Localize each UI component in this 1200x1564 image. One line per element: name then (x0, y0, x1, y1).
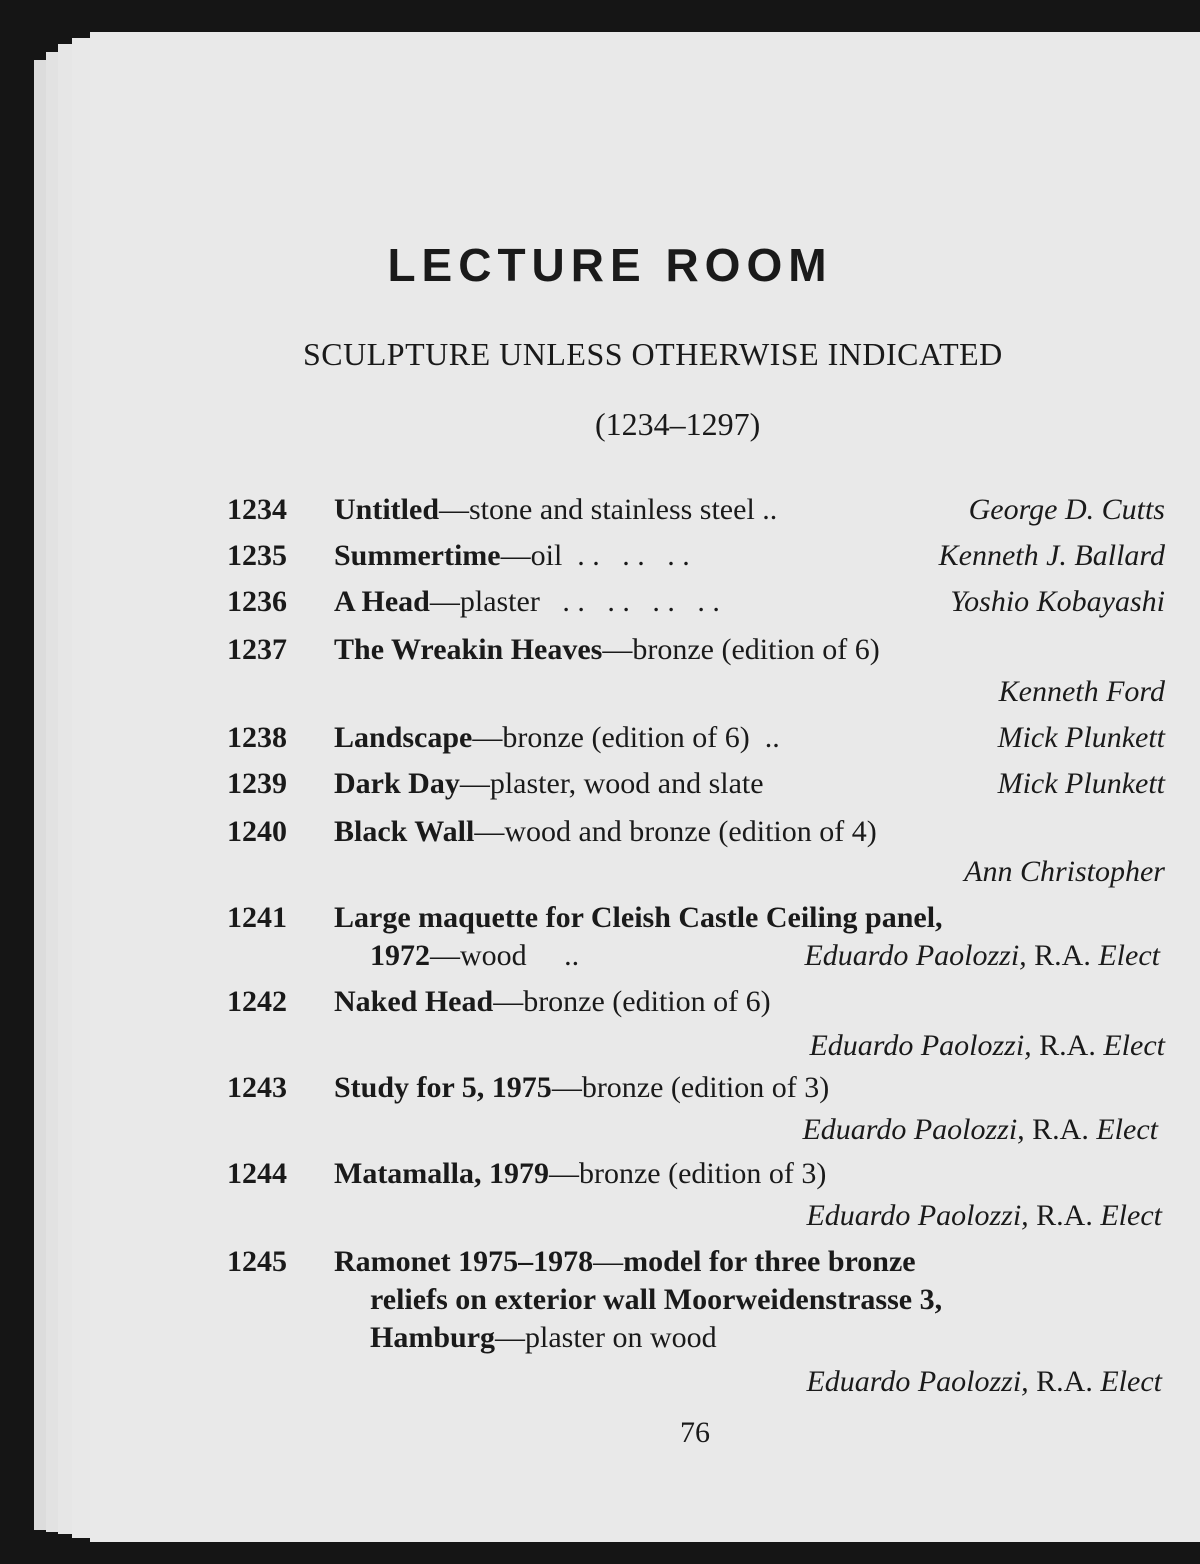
entry-medium: wood and bronze (edition of 4) (504, 815, 877, 848)
entry-title: Black Wall (334, 815, 475, 848)
entry-number: 1237 (227, 633, 287, 666)
entry-artist-block (806, 1364, 1162, 1400)
entry-artist-block (802, 1112, 1158, 1148)
entry-artist: Yoshio Kobayashi (950, 585, 1165, 618)
dash: — (429, 585, 460, 618)
catalogue-entry (227, 492, 287, 528)
entry-artist: Mick Plunkett (997, 721, 1165, 754)
entry-title: Ramonet 1975–1978 (334, 1245, 594, 1278)
entry-title: The Wreakin Heaves (334, 633, 603, 666)
leader-dots: . . . . . . (577, 539, 690, 572)
catalogue-range: (1234–1297) (595, 406, 761, 442)
entry-medium: bronze (edition of 3) (581, 1071, 830, 1104)
entry-line-continued (370, 1282, 942, 1318)
entry-title: Study for 5, 1975 (334, 1071, 552, 1104)
entry-title: Large maquette for Cleish Castle Ceiling panel, (334, 901, 943, 934)
entry-honour-status: Elect (1100, 1199, 1162, 1232)
dash: — (474, 815, 505, 848)
entry-artist: Ann Christopher (964, 855, 1165, 888)
entry-medium: bronze (edition of 6) (502, 721, 750, 754)
entry-honour-status: Elect (1103, 1029, 1165, 1062)
page-title: LECTURE ROOM (387, 239, 833, 291)
dash: — (602, 633, 633, 666)
entry-line (334, 584, 720, 620)
entry-line (334, 766, 764, 802)
entry-medium: plaster (459, 585, 540, 618)
entry-medium: bronze (edition of 6) (523, 985, 771, 1018)
entry-artist-block (804, 938, 1160, 974)
catalogue-entry (227, 720, 287, 756)
entry-title-b: model for three bronze (623, 1245, 916, 1278)
catalogue-entry (227, 984, 287, 1020)
dash: — (500, 539, 531, 572)
entry-artist: Eduardo Paolozzi, (806, 1365, 1029, 1398)
catalogue-entry (227, 538, 287, 574)
entry-number: 1243 (227, 1071, 287, 1104)
catalogue-entry (227, 814, 287, 850)
dash: — (493, 985, 524, 1018)
entry-honour: R.A. (1036, 1199, 1093, 1232)
entry-number: 1241 (227, 901, 287, 934)
entry-medium: bronze (edition of 6) (632, 633, 880, 666)
entry-artist-block (806, 1198, 1162, 1234)
entry-title: Landscape (334, 721, 473, 754)
entry-title-cont: reliefs on exterior wall Moorweidenstrasse 3, (370, 1283, 943, 1316)
entry-line (334, 900, 943, 936)
catalogue-entry (227, 1070, 287, 1106)
entry-number: 1236 (227, 585, 287, 618)
dash: — (551, 1071, 582, 1104)
entry-artist: Eduardo Paolozzi, (809, 1029, 1032, 1062)
page-subtitle: SCULPTURE UNLESS OTHERWISE INDICATED (303, 336, 1003, 372)
catalogue-entry (227, 632, 287, 668)
entry-number: 1244 (227, 1157, 287, 1190)
entry-artist: Kenneth Ford (998, 675, 1165, 708)
catalogue-entry (227, 766, 287, 802)
entry-title: Summertime (334, 539, 501, 572)
dash: — (439, 493, 469, 526)
dash: — (593, 1245, 624, 1278)
entry-honour-status: Elect (1098, 939, 1160, 972)
catalogue-entry (227, 1244, 287, 1280)
entry-medium: plaster on wood (525, 1321, 717, 1354)
entry-line (334, 1070, 829, 1106)
leader-dots: .. (764, 721, 780, 754)
entry-artist: Eduardo Paolozzi, (804, 939, 1027, 972)
entry-artist: Mick Plunkett (997, 767, 1165, 800)
entry-title: Naked Head (334, 985, 494, 1018)
entry-title: A Head (334, 585, 430, 618)
entry-number: 1239 (227, 767, 287, 800)
entry-honour: R.A. (1036, 1365, 1093, 1398)
catalogue-entry (227, 1156, 287, 1192)
dash: — (459, 767, 490, 800)
entry-line (334, 492, 777, 528)
entry-line (334, 632, 880, 668)
entry-line (334, 538, 690, 574)
entry-honour-status: Elect (1096, 1113, 1158, 1146)
entry-number: 1235 (227, 539, 287, 572)
catalogue-entry (227, 900, 287, 936)
leader-dots: .. (564, 939, 580, 972)
dash: — (472, 721, 503, 754)
entry-number: 1245 (227, 1245, 287, 1278)
catalogue-page (90, 32, 1200, 1542)
entry-line (334, 720, 780, 756)
entry-title: Dark Day (334, 767, 460, 800)
entry-number: 1242 (227, 985, 287, 1018)
dash: — (548, 1157, 579, 1190)
entry-medium: bronze (edition of 3) (578, 1157, 827, 1190)
entry-artist: Eduardo Paolozzi, (806, 1199, 1029, 1232)
entry-line (334, 984, 771, 1020)
entry-number: 1234 (227, 493, 287, 526)
entry-honour: R.A. (1039, 1029, 1096, 1062)
page-number: 76 (680, 1416, 710, 1449)
entry-title-cont: 1972 (370, 939, 430, 972)
leader-dots: . . . . . . . . (562, 585, 720, 618)
entry-title: Matamalla, 1979 (334, 1157, 549, 1190)
dash: — (430, 939, 460, 972)
entry-number: 1240 (227, 815, 287, 848)
entry-line-continued (370, 1320, 717, 1356)
entry-honour: R.A. (1034, 939, 1091, 972)
entry-medium: stone and stainless steel (469, 493, 755, 526)
dash: — (495, 1321, 526, 1354)
entry-line (334, 1156, 826, 1192)
entry-artist: Kenneth J. Ballard (938, 539, 1165, 572)
catalogue-entry (227, 584, 287, 620)
entry-honour-status: Elect (1100, 1365, 1162, 1398)
entry-line (334, 1244, 916, 1280)
entry-artist-block (809, 1028, 1165, 1064)
entry-line (334, 814, 877, 850)
entry-medium: wood (460, 939, 527, 972)
entry-line-continued (370, 938, 579, 974)
entry-artist: Eduardo Paolozzi, (802, 1113, 1025, 1146)
entry-honour: R.A. (1032, 1113, 1089, 1146)
entry-number: 1238 (227, 721, 287, 754)
leader-dots: .. (762, 493, 778, 526)
entry-medium: plaster, wood and slate (489, 767, 764, 800)
entry-title: Untitled (334, 493, 439, 526)
entry-artist: George D. Cutts (968, 493, 1165, 526)
entry-title-cont: Hamburg (370, 1321, 496, 1354)
entry-medium: oil (530, 539, 563, 572)
